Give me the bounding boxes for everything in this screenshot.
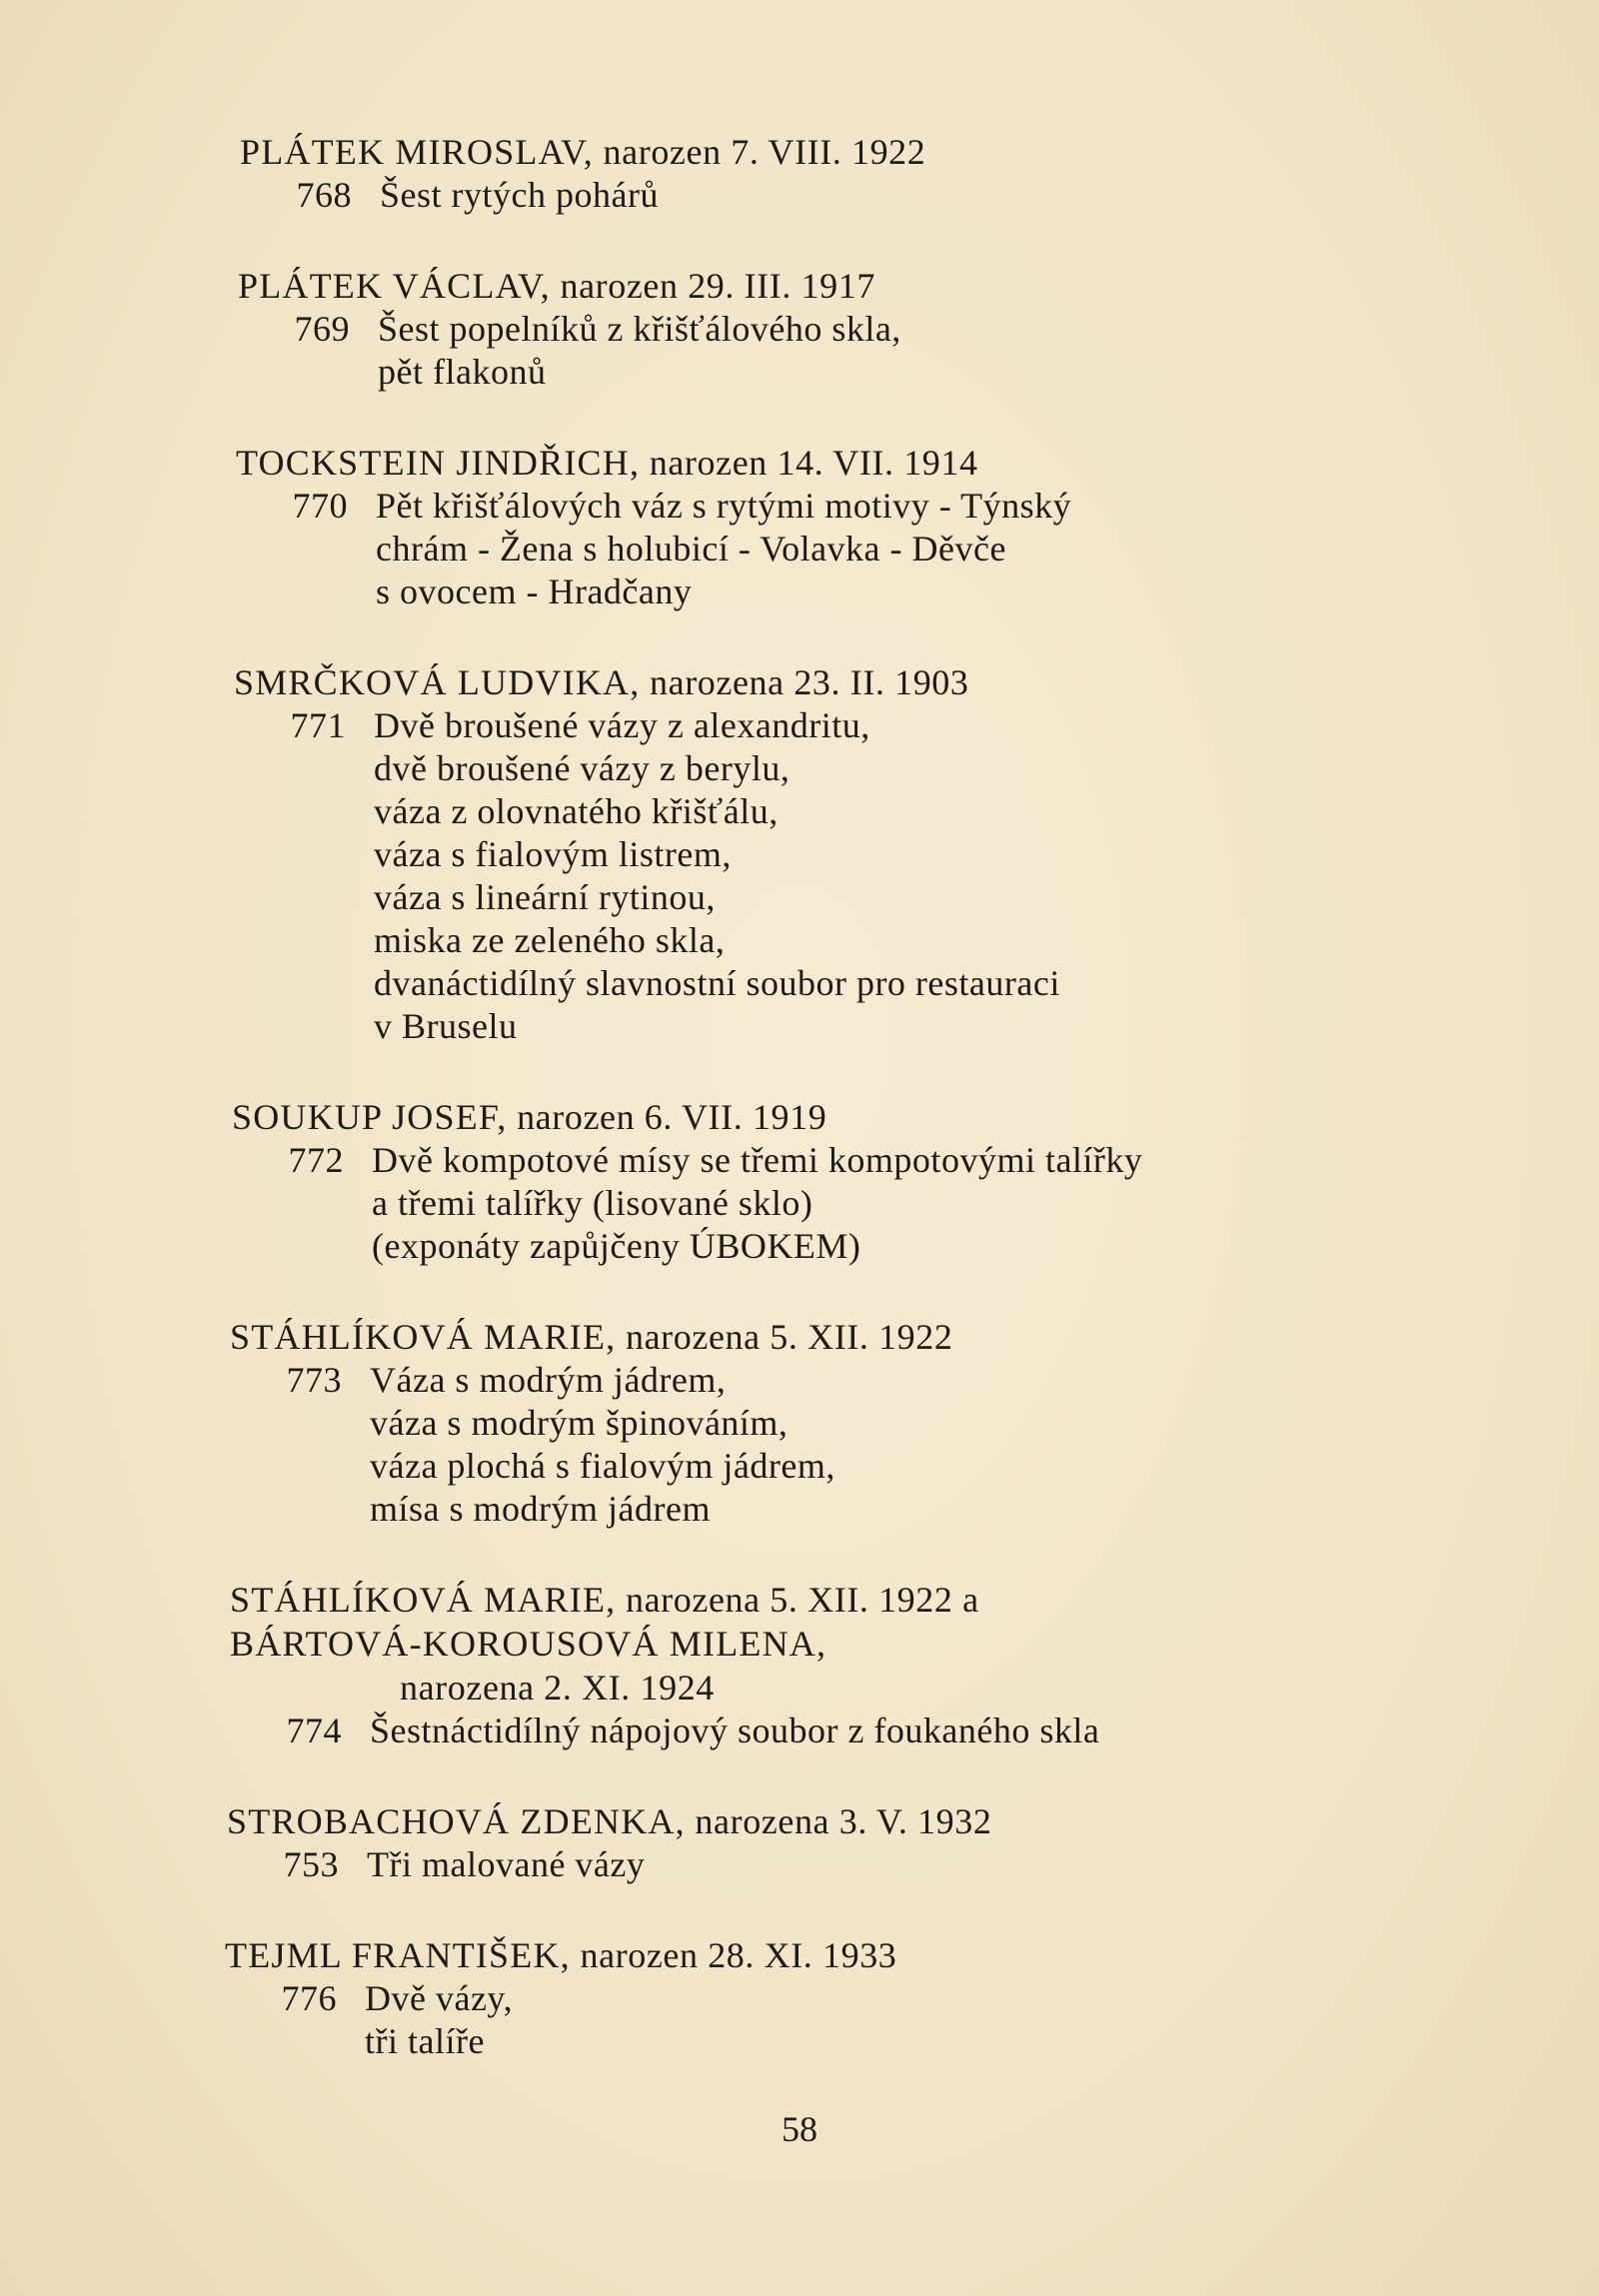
birth-info: narozen 14. VII. 1914	[649, 443, 978, 483]
item-line: miska ze zeleného skla,	[374, 920, 726, 960]
birth-info: narozena 2. XI. 1924	[400, 1668, 715, 1708]
item-line: váza z olovnatého křišťálu,	[374, 791, 779, 831]
item-number: 771	[290, 705, 346, 745]
exhibit-item	[236, 485, 1429, 613]
birth-info: narozen 28. XI. 1933	[580, 1935, 897, 1975]
item-line: Dvě broušené vázy z alexandritu,	[374, 705, 870, 745]
birth-info: narozen 29. III. 1917	[560, 266, 875, 306]
artist-entry	[225, 1933, 1429, 2063]
item-line: Šest popelníků z křišťálového skla,	[378, 309, 901, 349]
artist-name: PLÁTEK VÁCLAV,	[238, 266, 551, 306]
exhibit-item	[230, 1710, 1429, 1752]
artist-name: PLÁTEK MIROSLAV,	[240, 132, 594, 172]
artist-name: STROBACHOVÁ ZDENKA,	[227, 1801, 686, 1841]
item-number: 774	[286, 1711, 342, 1750]
page-number: 58	[782, 2109, 817, 2149]
artist-name: SMRČKOVÁ LUDVIKA,	[234, 662, 641, 702]
artist-entry	[234, 660, 1429, 1048]
artist-entry	[238, 264, 1429, 394]
exhibit-item	[227, 1843, 1429, 1886]
item-line: Váza s modrým jádrem,	[370, 1360, 727, 1400]
item-line: váza s modrým špinováním,	[370, 1403, 789, 1443]
artist-name: BÁRTOVÁ-KOROUSOVÁ MILENA,	[230, 1624, 827, 1664]
artist-heading	[230, 1622, 1429, 1666]
item-line: mísa s modrým jádrem	[370, 1489, 711, 1529]
item-line: (exponáty zapůjčeny ÚBOKEM)	[372, 1226, 861, 1266]
artist-heading	[236, 441, 1429, 485]
artist-name: TEJML FRANTIŠEK,	[225, 1935, 571, 1975]
artist-heading	[240, 130, 1429, 174]
artist-entry	[230, 1578, 1429, 1752]
item-line: a třemi talířky (lisované sklo)	[372, 1183, 813, 1223]
artist-heading	[238, 264, 1429, 308]
item-line: váza s fialovým listrem,	[374, 834, 732, 874]
exhibit-item	[232, 1139, 1429, 1268]
item-line: Dvě kompotové mísy se třemi kompotovými talířky	[372, 1140, 1143, 1180]
item-line: s ovocem - Hradčany	[376, 572, 693, 611]
item-number: 770	[292, 486, 348, 526]
item-line: Šest rytých pohárů	[380, 175, 659, 215]
item-number: 773	[286, 1360, 342, 1400]
artist-entry	[236, 441, 1429, 613]
item-line: dvě broušené vázy z berylu,	[374, 748, 791, 788]
exhibit-item	[230, 1359, 1429, 1531]
item-line: váza s lineární rytinou,	[374, 877, 716, 917]
item-number: 772	[288, 1140, 344, 1180]
item-line: Dvě vázy,	[365, 1978, 514, 2018]
entry-list	[225, 130, 1429, 2110]
item-number: 776	[281, 1978, 337, 2018]
artist-heading	[227, 1799, 1429, 1843]
item-line: Tři malované vázy	[367, 1844, 646, 1884]
artist-name: TOCKSTEIN JINDŘICH,	[236, 443, 641, 483]
artist-entry	[230, 1315, 1429, 1531]
item-line: pět flakonů	[378, 352, 547, 392]
artist-heading	[230, 1315, 1429, 1359]
birth-info: narozena 5. XII. 1922 a	[626, 1580, 979, 1620]
birth-info: narozen 7. VIII. 1922	[603, 132, 926, 172]
birth-info: narozen 6. VII. 1919	[517, 1097, 827, 1137]
artist-heading	[230, 1578, 1429, 1622]
artist-entry	[232, 1095, 1429, 1268]
item-number: 769	[294, 309, 350, 349]
birth-info: narozena 23. II. 1903	[650, 662, 969, 702]
artist-entry	[227, 1799, 1429, 1886]
item-line: chrám - Žena s holubicí - Volavka - Děvče	[376, 529, 1006, 569]
exhibit-item	[240, 174, 1429, 217]
artist-name: STÁHLÍKOVÁ MARIE,	[230, 1317, 617, 1357]
item-line: Šestnáctidílný nápojový soubor z foukaného skla	[370, 1711, 1100, 1750]
item-line: v Bruselu	[374, 1006, 518, 1046]
artist-name: STÁHLÍKOVÁ MARIE,	[230, 1580, 617, 1620]
artist-heading	[232, 1095, 1429, 1139]
artist-name: SOUKUP JOSEF,	[232, 1097, 508, 1137]
item-line: dvanáctidílný slavnostní soubor pro restauraci	[374, 963, 1060, 1003]
item-number: 768	[296, 175, 352, 215]
item-line: Pět křišťálových váz s rytými motivy - Týnský	[376, 486, 1072, 526]
artist-heading	[225, 1933, 1429, 1977]
exhibit-item	[234, 704, 1429, 1048]
exhibit-item	[238, 308, 1429, 394]
artist-heading	[234, 660, 1429, 704]
exhibit-item	[225, 1977, 1429, 2063]
artist-entry	[240, 130, 1429, 217]
item-line: váza plochá s fialovým jádrem,	[370, 1446, 835, 1486]
item-line: tři talíře	[365, 2021, 485, 2061]
birth-info: narozena 5. XII. 1922	[626, 1317, 953, 1357]
birth-info: narozena 3. V. 1932	[695, 1801, 992, 1841]
item-number: 753	[283, 1844, 339, 1884]
